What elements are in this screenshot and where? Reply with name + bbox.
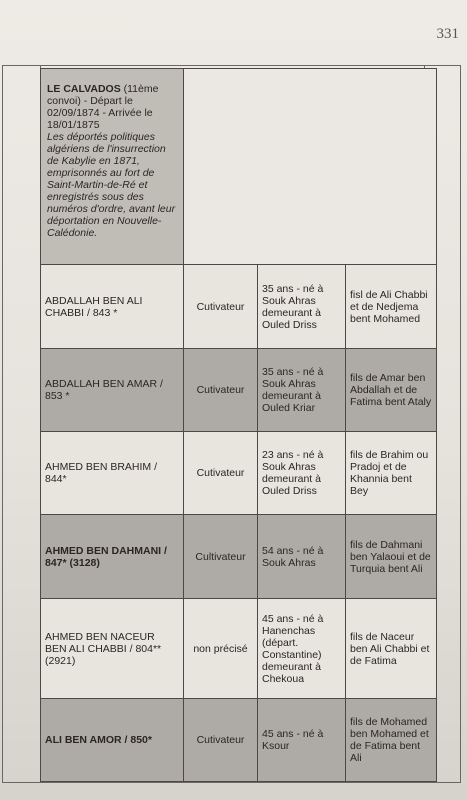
table-row (41, 599, 437, 699)
deportee-birth: 45 ans - né à Ksour (258, 699, 346, 782)
deportee-parents: fisl de Ali Chabbi et de Nedjema bent Mohamed (346, 265, 437, 349)
deportee-occupation: Cutivateur (184, 432, 258, 515)
deportee-parents: fils de Mohamed ben Mohamed et de Fatima bent Ali (346, 699, 437, 782)
deportee-name: ALI BEN AMOR / 850* (41, 699, 184, 782)
convoy-dates: - Départ le 02/09/1874 - Arrivée le 18/01/1875 (47, 95, 153, 131)
deportee-occupation: Cutivateur (184, 349, 258, 432)
convoy-note: Les déportés politiques algériens de l'insurrection de Kabylie en 1871, emprisonnés au fort de Saint-Martin-de-Ré et enregistrés sous des numéros d'ordre, avant leur déportation en Nouvelle-Calédonie. (47, 131, 176, 239)
deportee-birth: 54 ans - né à Souk Ahras (258, 515, 346, 599)
deportee-parents: fils de Naceur ben Ali Chabbi et de Fatima (346, 599, 437, 699)
deportee-name: AHMED BEN DAHMANI / 847* (3128) (41, 515, 184, 599)
deportee-birth: 23 ans - né à Souk Ahras demeurant à Ouled Driss (258, 432, 346, 515)
table-row (41, 515, 437, 599)
convoy-intro-cell (41, 69, 184, 265)
deportees-table (40, 68, 437, 782)
deportee-parents: fils de Brahim ou Pradoj et de Khannia bent Bey (346, 432, 437, 515)
deportee-birth: 35 ans - né à Souk Ahras demeurant à Ouled Driss (258, 265, 346, 349)
table-row (41, 349, 437, 432)
bottom-rule (2, 782, 461, 783)
deportee-parents: fils de Amar ben Abdallah et de Fatima bent Ataly (346, 349, 437, 432)
convoy-title: LE CALVADOS (47, 83, 121, 95)
deportee-occupation: Cultivateur (184, 515, 258, 599)
deportee-birth: 45 ans - né à Hanenchas (départ. Constantine) demeurant à Chekoua (258, 599, 346, 699)
table-row (41, 265, 437, 349)
table-row (41, 432, 437, 515)
deportee-occupation: Cutivateur (184, 699, 258, 782)
deportee-name: AHMED BEN NACEUR BEN ALI CHABBI / 804** (2921) (41, 599, 184, 699)
page-number: 331 (436, 26, 459, 42)
deportee-occupation: Cutivateur (184, 265, 258, 349)
convoy-number: (11ème convoi) (47, 83, 159, 107)
intro-row (41, 69, 437, 265)
empty-header-cell (184, 69, 437, 265)
deportee-parents: fils de Dahmani ben Yalaoui et de Turquia bent Ali (346, 515, 437, 599)
deportee-name: ABDALLAH BEN AMAR / 853 * (41, 349, 184, 432)
deportee-name: AHMED BEN BRAHIM / 844* (41, 432, 184, 515)
table-row (41, 699, 437, 782)
deportee-name: ABDALLAH BEN ALI CHABBI / 843 * (41, 265, 184, 349)
deportee-occupation: non précisé (184, 599, 258, 699)
deportee-birth: 35 ans - né à Souk Ahras demeurant à Ouled Kriar (258, 349, 346, 432)
